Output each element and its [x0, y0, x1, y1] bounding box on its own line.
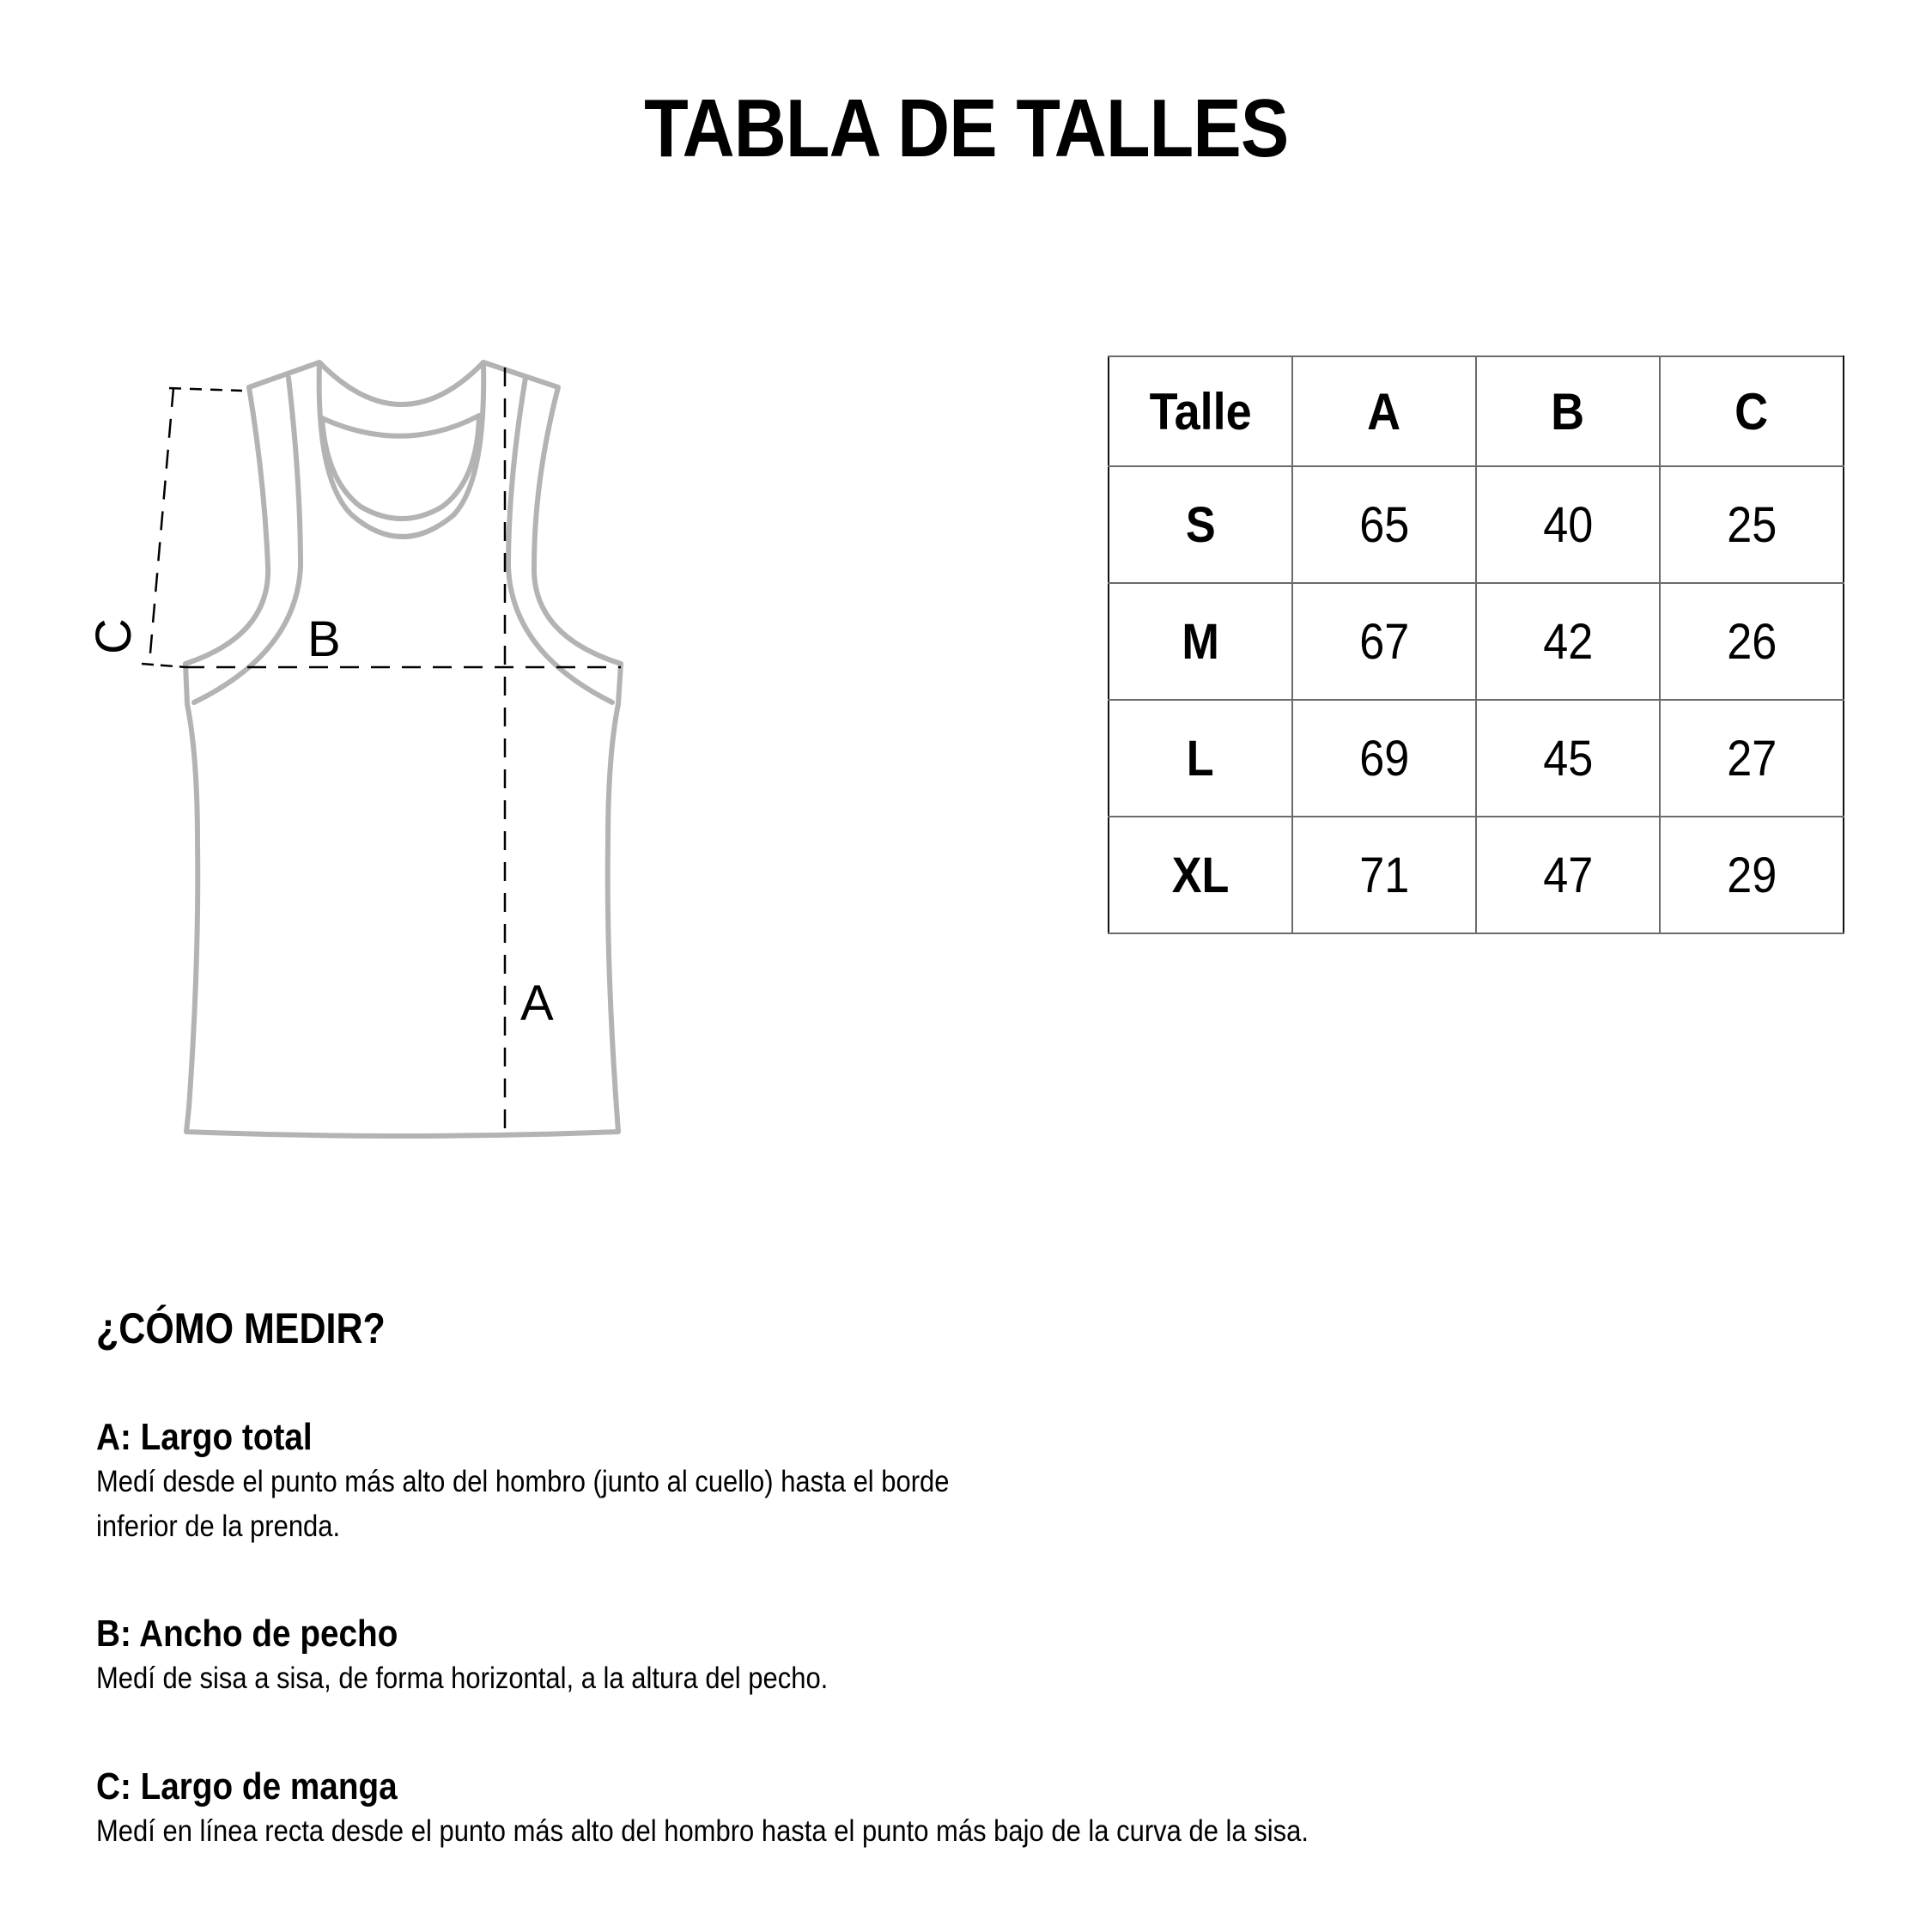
header-a-text: A [1367, 382, 1401, 440]
value-c: 26 [1726, 613, 1777, 670]
value-a: 69 [1358, 730, 1410, 787]
value-b: 45 [1542, 730, 1594, 787]
cell-a [1292, 817, 1476, 933]
cell-a [1292, 583, 1476, 700]
cell-a [1292, 700, 1476, 817]
header-c [1660, 356, 1844, 466]
neck-back-line [322, 416, 479, 436]
how-to-measure-heading: ¿CÓMO MEDIR? [96, 1304, 386, 1352]
cell-size [1109, 700, 1292, 817]
section-a-title: A: Largo total [96, 1416, 313, 1458]
cell-c [1660, 583, 1844, 700]
header-c-text: C [1735, 382, 1769, 440]
value-a: 71 [1358, 847, 1410, 903]
header-b-text: B [1551, 382, 1585, 440]
value-c: 27 [1726, 730, 1777, 787]
cell-c [1660, 817, 1844, 933]
body-outline [185, 362, 621, 1136]
value-a: 67 [1358, 613, 1410, 670]
tank-top-diagram [0, 0, 687, 1202]
value-b: 47 [1542, 847, 1594, 903]
section-a [96, 1415, 1060, 1549]
table-row [1109, 466, 1844, 583]
measure-c-top [169, 388, 242, 391]
section-b-line-1: Medí de sisa a sisa, de forma horizontal, a la altura del pecho. [96, 1662, 829, 1695]
label-c: C [85, 618, 142, 654]
size-label: S [1185, 496, 1216, 553]
size-label: XL [1171, 847, 1230, 903]
header-a [1292, 356, 1476, 466]
table-header-row [1109, 356, 1844, 466]
header-b [1476, 356, 1660, 466]
cell-b [1476, 466, 1660, 583]
table-row [1109, 583, 1844, 700]
cell-b [1476, 583, 1660, 700]
size-label: M [1182, 613, 1219, 670]
neck-band-outer [319, 362, 484, 537]
table-row [1109, 817, 1844, 933]
cell-b [1476, 817, 1660, 933]
size-label: L [1187, 730, 1214, 787]
section-a-line-1: Medí desde el punto más alto del hombro (junto al cuello) hasta el borde [96, 1465, 950, 1498]
tank-top-outline [185, 362, 621, 1136]
value-c: 29 [1726, 847, 1777, 903]
value-b: 42 [1542, 613, 1594, 670]
cell-b [1476, 700, 1660, 817]
size-table [1108, 355, 1844, 934]
section-c [96, 1765, 1466, 1854]
label-a: A [520, 975, 554, 1031]
page-title-text: TABLA DE TALLES [643, 82, 1289, 174]
cell-a [1292, 466, 1476, 583]
section-b-title: B: Ancho de pecho [96, 1613, 398, 1655]
section-c-line-1: Medí en línea recta desde el punto más alto del hombro hasta el punto más bajo de la curva de la sisa. [96, 1814, 1309, 1848]
value-a: 65 [1358, 496, 1410, 553]
cell-size [1109, 817, 1292, 933]
section-c-title: C: Largo de manga [96, 1765, 398, 1807]
value-c: 25 [1726, 496, 1777, 553]
label-b: B [307, 611, 341, 667]
cell-size [1109, 583, 1292, 700]
header-talle-text: Talle [1149, 382, 1252, 440]
measure-c-bottom [142, 664, 185, 667]
value-b: 40 [1542, 496, 1594, 553]
table-row [1109, 700, 1844, 817]
neck-front-inner [322, 416, 479, 519]
section-a-line-2: inferior de la prenda. [96, 1510, 341, 1543]
cell-c [1660, 700, 1844, 817]
header-talle [1109, 356, 1292, 466]
cell-size [1109, 466, 1292, 583]
cell-c [1660, 466, 1844, 583]
measure-c-line [149, 388, 173, 663]
section-b [96, 1612, 923, 1701]
